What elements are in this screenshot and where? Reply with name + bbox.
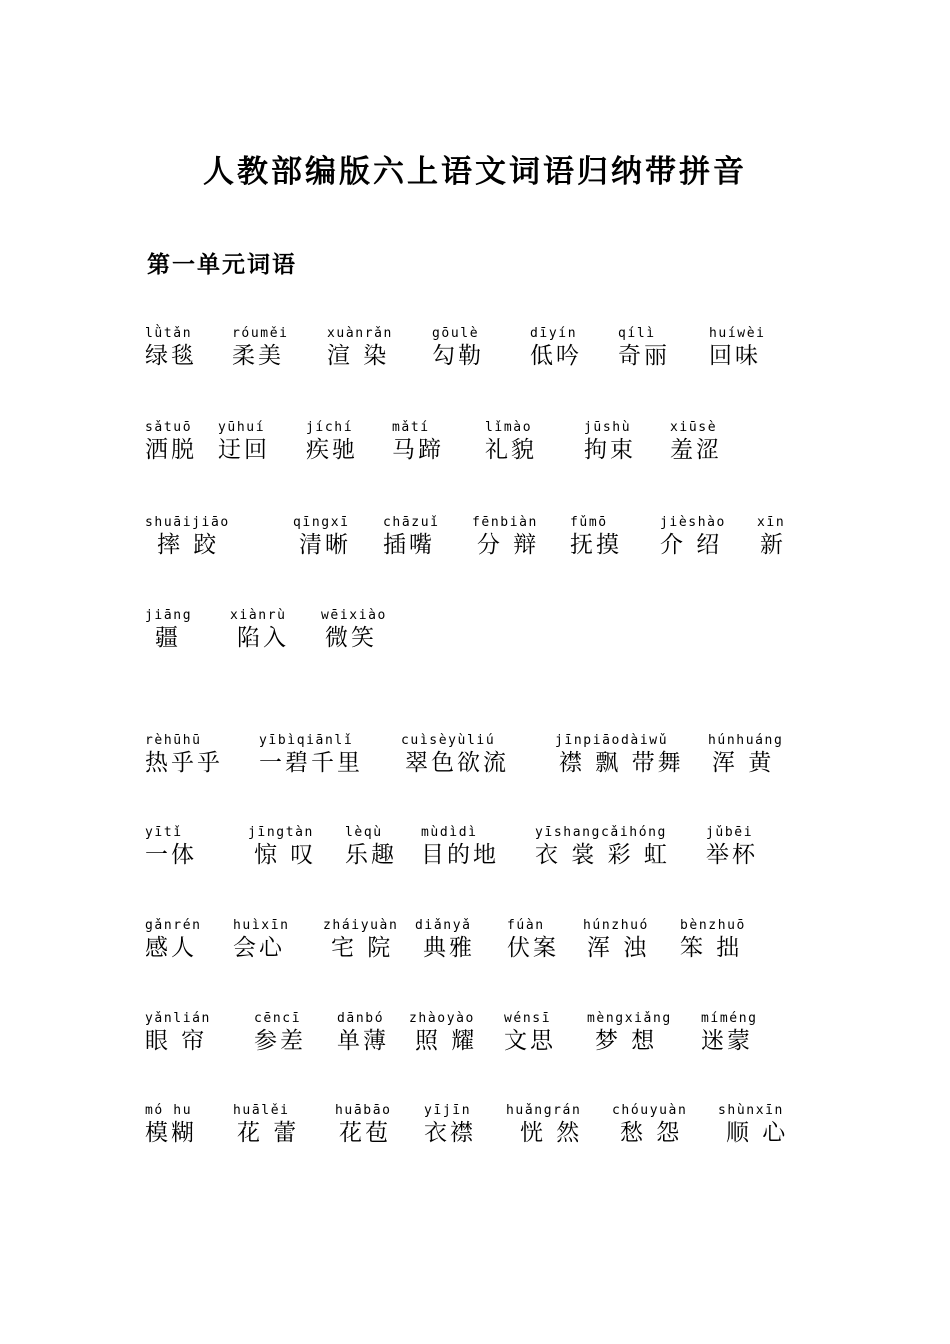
vocab-entry	[680, 919, 746, 961]
hanzi: 介 绍	[660, 532, 723, 558]
pinyin: fǔmō	[570, 515, 608, 530]
pinyin: lǐmào	[485, 420, 533, 435]
vocab-entry	[670, 421, 722, 463]
hanzi: 恍 然	[520, 1120, 583, 1146]
hanzi: 一碧千里	[259, 750, 363, 776]
section-heading: 第一单元词语	[147, 251, 297, 278]
pinyin: lǜtǎn	[145, 326, 193, 341]
hanzi: 勾勒	[432, 343, 484, 369]
vocab-entry	[757, 516, 786, 558]
vocab-entry	[415, 919, 475, 961]
vocab-entry	[570, 516, 622, 558]
hanzi: 浑 黄	[712, 750, 775, 776]
pinyin: fēnbiàn	[472, 515, 538, 530]
hanzi: 照 耀	[415, 1028, 478, 1054]
hanzi: 浑 浊	[587, 935, 650, 961]
hanzi: 抚摸	[570, 532, 622, 558]
hanzi: 一体	[145, 842, 197, 868]
vocab-entry	[321, 609, 387, 651]
vocab-entry	[535, 826, 670, 868]
vocab-entry	[233, 1104, 299, 1146]
vocab-entry	[145, 919, 202, 961]
vocab-entry	[409, 1012, 477, 1054]
vocab-entry	[506, 1104, 582, 1146]
vocab-entry	[327, 327, 393, 369]
hanzi: 疾驰	[306, 437, 358, 463]
hanzi: 新	[760, 532, 786, 558]
vocab-entry	[335, 1104, 392, 1146]
vocab-entry	[708, 734, 783, 776]
pinyin: jiāng	[145, 608, 193, 623]
hanzi: 分 辩	[477, 532, 540, 558]
page-title: 人教部编版六上语文词语归纳带拼音	[203, 154, 747, 190]
pinyin: cuìsèyùliú	[401, 733, 496, 748]
hanzi: 迷蒙	[701, 1028, 753, 1054]
vocab-entry	[701, 1012, 758, 1054]
hanzi: 眼 帘	[145, 1028, 208, 1054]
vocab-entry	[254, 1012, 306, 1054]
pinyin: jíchí	[306, 420, 354, 435]
vocab-entry	[424, 1104, 476, 1146]
hanzi: 花 蕾	[237, 1120, 300, 1146]
vocab-entry	[145, 1012, 211, 1054]
hanzi: 陷入	[237, 625, 289, 651]
pinyin: jīngtàn	[248, 825, 314, 840]
vocab-entry	[612, 1104, 687, 1146]
vocab-entry	[618, 327, 670, 369]
vocab-entry	[233, 919, 290, 961]
vocab-entry	[145, 1104, 197, 1146]
vocab-entry	[583, 919, 649, 961]
pinyin: xuànrǎn	[327, 326, 393, 341]
vocab-entry	[587, 1012, 672, 1054]
hanzi: 热乎乎	[145, 750, 223, 776]
hanzi: 疆	[155, 625, 181, 651]
hanzi: 举杯	[706, 842, 758, 868]
pinyin: wēixiào	[321, 608, 387, 623]
vocab-entry	[232, 327, 289, 369]
vocab-entry	[306, 421, 358, 463]
hanzi: 模糊	[145, 1120, 197, 1146]
pinyin: xiūsè	[670, 420, 718, 435]
pinyin: fúàn	[507, 918, 545, 933]
hanzi: 柔美	[232, 343, 284, 369]
vocab-entry	[248, 826, 316, 868]
pinyin: yūhuí	[218, 420, 266, 435]
pinyin: jièshào	[660, 515, 726, 530]
vocab-entry	[145, 826, 197, 868]
hanzi: 愁 怨	[620, 1120, 683, 1146]
pinyin: shuāijiāo	[145, 515, 230, 530]
hanzi: 感人	[145, 935, 197, 961]
pinyin: jīnpiāodàiwǔ	[555, 733, 669, 748]
pinyin: lèqù	[345, 825, 383, 840]
vocab-entry	[504, 1012, 556, 1054]
hanzi: 翠色欲流	[405, 750, 509, 776]
vocab-entry	[555, 734, 684, 776]
vocab-entry	[392, 421, 444, 463]
hanzi: 文思	[504, 1028, 556, 1054]
hanzi: 笨 拙	[680, 935, 743, 961]
hanzi: 乐趣	[345, 842, 397, 868]
pinyin: yībìqiānlǐ	[259, 733, 354, 748]
vocab-entry	[230, 609, 289, 651]
pinyin: mǎtí	[392, 420, 430, 435]
hanzi: 目的地	[421, 842, 499, 868]
vocab-entry	[293, 516, 351, 558]
pinyin: róuměi	[232, 326, 289, 341]
hanzi: 襟 飘 带舞	[559, 750, 684, 776]
pinyin: shùnxīn	[718, 1103, 784, 1118]
pinyin: huālěi	[233, 1103, 290, 1118]
hanzi: 花苞	[339, 1120, 391, 1146]
hanzi: 摔 跤	[157, 532, 220, 558]
pinyin: xiànrù	[230, 608, 287, 623]
pinyin: huìxīn	[233, 918, 290, 933]
pinyin: huǎngrán	[506, 1103, 582, 1118]
pinyin: mèngxiǎng	[587, 1011, 672, 1026]
vocab-entry	[706, 826, 758, 868]
hanzi: 奇丽	[618, 343, 670, 369]
pinyin: dānbó	[337, 1011, 385, 1026]
pinyin: mó hu	[145, 1103, 193, 1118]
pinyin: huābāo	[335, 1103, 392, 1118]
hanzi: 会心	[233, 935, 285, 961]
vocab-entry	[584, 421, 636, 463]
hanzi: 伏案	[507, 935, 559, 961]
pinyin: yījīn	[424, 1103, 472, 1118]
pinyin: yītǐ	[145, 825, 183, 840]
pinyin: chāzuǐ	[383, 515, 440, 530]
pinyin: míméng	[701, 1011, 758, 1026]
hanzi: 羞涩	[670, 437, 722, 463]
hanzi: 宅 院	[331, 935, 394, 961]
hanzi: 迂回	[218, 437, 270, 463]
hanzi: 微笑	[325, 625, 377, 651]
vocab-entry	[145, 421, 197, 463]
hanzi: 清晰	[299, 532, 351, 558]
pinyin: diǎnyǎ	[415, 918, 472, 933]
hanzi: 拘束	[584, 437, 636, 463]
pinyin: gǎnrén	[145, 918, 202, 933]
hanzi: 渲 染	[327, 343, 390, 369]
vocab-entry	[507, 919, 559, 961]
pinyin: yǎnlián	[145, 1011, 211, 1026]
vocab-entry	[718, 1104, 788, 1146]
vocab-entry	[218, 421, 270, 463]
hanzi: 衣襟	[424, 1120, 476, 1146]
pinyin: jūshù	[584, 420, 632, 435]
pinyin: qílì	[618, 326, 656, 341]
pinyin: dīyín	[530, 326, 578, 341]
vocab-entry	[660, 516, 726, 558]
hanzi: 参差	[254, 1028, 306, 1054]
pinyin: rèhūhū	[145, 733, 202, 748]
vocab-entry	[530, 327, 582, 369]
vocab-entry	[337, 1012, 389, 1054]
pinyin: jǔbēi	[706, 825, 754, 840]
vocab-entry	[145, 734, 223, 776]
vocab-entry	[145, 609, 192, 651]
hanzi: 插嘴	[383, 532, 435, 558]
hanzi: 绿毯	[145, 343, 197, 369]
hanzi: 衣 裳 彩 虹	[535, 842, 670, 868]
vocab-entry	[401, 734, 509, 776]
hanzi: 马蹄	[392, 437, 444, 463]
pinyin: cēncī	[254, 1011, 302, 1026]
pinyin: zhàoyào	[409, 1011, 475, 1026]
pinyin: yīshangcǎihóng	[535, 825, 667, 840]
pinyin: mùdìdì	[421, 825, 478, 840]
hanzi: 洒脱	[145, 437, 197, 463]
pinyin: gōulè	[432, 326, 480, 341]
hanzi: 典雅	[423, 935, 475, 961]
vocab-entry	[383, 516, 440, 558]
pinyin: huíwèi	[709, 326, 766, 341]
pinyin: sǎtuō	[145, 420, 193, 435]
vocab-entry	[432, 327, 484, 369]
pinyin: húnhuáng	[708, 733, 784, 748]
hanzi: 单薄	[337, 1028, 389, 1054]
pinyin: chóuyuàn	[612, 1103, 688, 1118]
pinyin: wénsī	[504, 1011, 552, 1026]
hanzi: 梦 想	[595, 1028, 658, 1054]
hanzi: 低吟	[530, 343, 582, 369]
pinyin: zháiyuàn	[323, 918, 399, 933]
vocab-entry	[421, 826, 499, 868]
pinyin: bènzhuō	[680, 918, 746, 933]
hanzi: 回味	[709, 343, 761, 369]
vocab-entry	[345, 826, 397, 868]
pinyin: qīngxī	[293, 515, 350, 530]
vocab-entry	[709, 327, 766, 369]
pinyin: xīn	[757, 515, 786, 530]
hanzi: 顺 心	[726, 1120, 789, 1146]
vocab-entry	[323, 919, 398, 961]
pinyin: húnzhuó	[583, 918, 649, 933]
hanzi: 惊 叹	[254, 842, 317, 868]
vocab-entry	[472, 516, 539, 558]
vocab-entry	[145, 327, 197, 369]
vocab-entry	[485, 421, 537, 463]
vocab-entry	[145, 516, 230, 558]
vocab-entry	[259, 734, 363, 776]
hanzi: 礼貌	[485, 437, 537, 463]
